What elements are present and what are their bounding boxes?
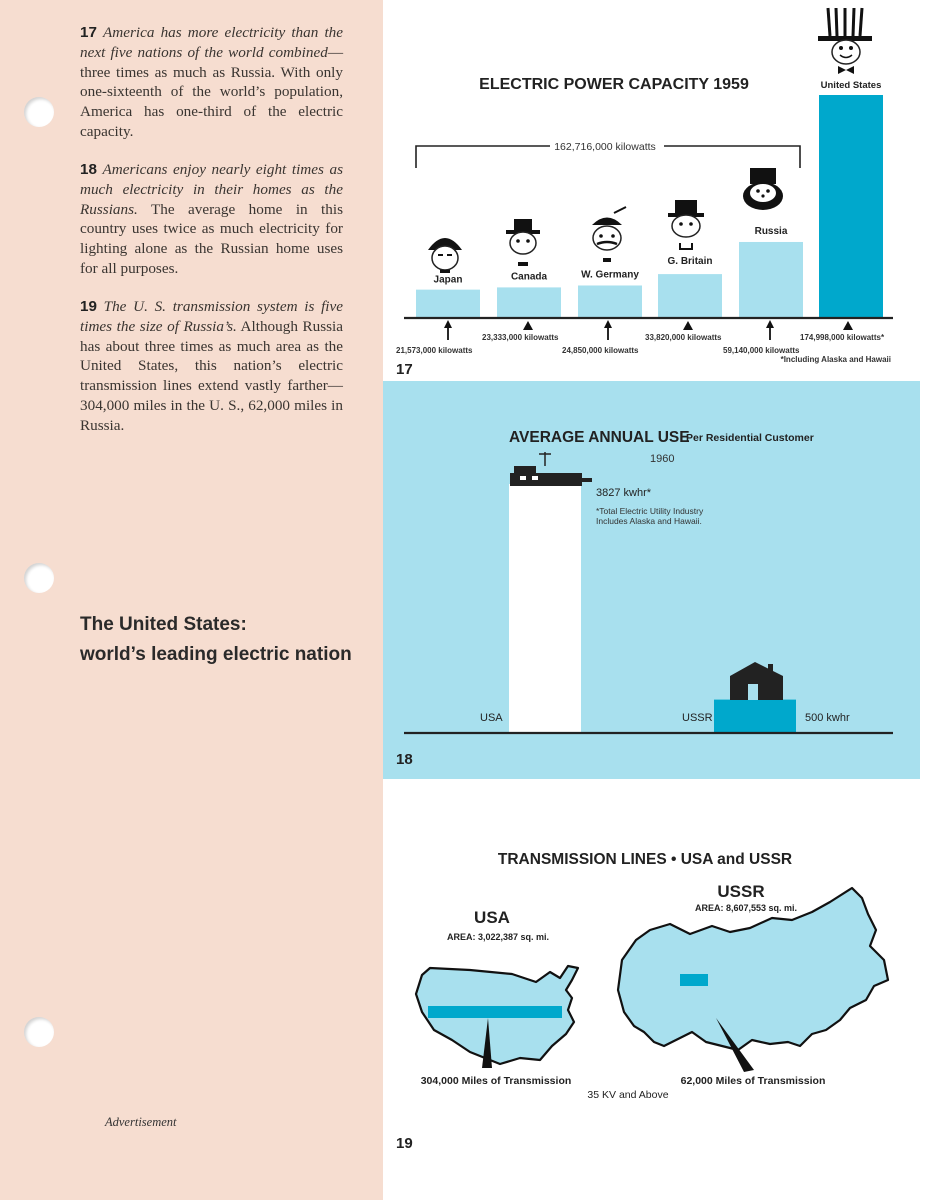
usa-miles-label: 304,000 Miles of Transmission	[420, 1075, 572, 1087]
chart-18	[396, 429, 893, 768]
ussr-map-name: USSR	[717, 882, 765, 901]
chart-18-footnote-line-1: *Total Electric Utility Industry	[596, 506, 704, 516]
chart-17	[396, 7, 893, 378]
value-marker-triangle	[683, 321, 693, 330]
headline-line-2: world’s leading electric nation	[80, 644, 352, 665]
value-label: 21,573,000 kilowatts	[396, 346, 473, 355]
value-marker-triangle	[523, 321, 533, 330]
bar-japan	[416, 290, 480, 317]
chart-18-subtitle: Per Residential Customer	[686, 432, 814, 444]
japan-face-icon	[428, 238, 462, 273]
ussr-value-label: 500 kwhr	[805, 712, 850, 724]
bar-label: Canada	[510, 271, 548, 283]
value-label: 24,850,000 kilowatts	[562, 346, 639, 355]
usa-area-label: AREA: 3,022,387 sq. mi.	[446, 932, 550, 942]
paragraph-lead: The U. S. transmission system is five times the size of Russia’s.	[80, 298, 344, 335]
ussr-bar-label: USSR	[682, 712, 713, 724]
bar-usa	[509, 484, 581, 732]
ussr-miles-label: 62,000 Miles of Transmission	[680, 1075, 826, 1087]
value-marker-arrowhead	[766, 320, 774, 328]
bracket-label: 162,716,000 kilowatts	[554, 141, 656, 153]
russia-face-icon	[743, 168, 783, 210]
w-germany-face-icon	[592, 207, 626, 262]
usa-map-name: USA	[474, 908, 510, 927]
value-label: 174,998,000 kilowatts*	[800, 333, 885, 342]
paragraph-lead: America has more electricity than the next five nations of the world combined	[80, 24, 344, 61]
ussr-transmission-bar	[680, 974, 708, 986]
usa-bar-label: USA	[480, 712, 503, 724]
paragraph-number: 17	[80, 24, 97, 41]
building-top-icon	[510, 452, 592, 486]
chart-17-bars	[416, 80, 883, 317]
chart-18-year: 1960	[650, 453, 675, 465]
value-label: 33,820,000 kilowatts	[645, 333, 722, 342]
figure-number-17: 17	[396, 361, 413, 378]
chart-17-value-labels	[396, 320, 885, 355]
value-label: 59,140,000 kilowatts	[723, 346, 800, 355]
bar-w-germany	[578, 285, 642, 317]
bar-ussr	[714, 700, 796, 732]
bar-g-britain	[658, 274, 722, 317]
chart-19	[396, 851, 888, 1152]
paragraph-body: —three times as much as Russia. With only one-sixteenth of the world’s population, America has one-third of the electric capacity.	[80, 43, 343, 140]
canada-face-icon	[506, 219, 540, 266]
bar-label: G. Britain	[667, 256, 713, 268]
g-britain-face-icon	[668, 200, 704, 249]
value-marker-arrowhead	[444, 320, 452, 328]
value-marker-triangle	[843, 321, 853, 330]
figure-number-18: 18	[396, 751, 413, 768]
chart-18-footnote-line-2: Includes Alaska and Hawaii.	[596, 516, 702, 526]
chart-18-title: AVERAGE ANNUAL USE	[509, 429, 690, 446]
paragraph-number: 19	[80, 298, 97, 315]
bar-label: United States	[820, 80, 882, 91]
united-states-face-icon	[818, 7, 872, 74]
ussr-area-label: AREA: 8,607,553 sq. mi.	[694, 903, 798, 913]
figure-number-19: 19	[396, 1135, 413, 1152]
chart-17-footnote: *Including Alaska and Hawaii	[780, 355, 891, 364]
paragraph-body: Although Russia has about three times as much area as the United States, this nation’s electric transmission lines extend vastly farther—304,000 miles in the U. S., 62,000 miles in Russia.	[80, 317, 343, 434]
usa-transmission-bar	[428, 1006, 562, 1018]
usa-value-label: 3827 kwhr*	[596, 487, 652, 499]
value-label: 23,333,000 kilowatts	[482, 333, 559, 342]
headline-line-1: The United States:	[80, 614, 247, 635]
bar-label: Japan	[433, 274, 463, 286]
paragraph-number: 18	[80, 161, 97, 178]
value-marker-arrowhead	[604, 320, 612, 328]
chart-19-title: TRANSMISSION LINES • USA and USSR	[497, 851, 793, 868]
paragraph-body: The average home in this country uses twice as much electricity for lighting alone as the Russian home uses for all purposes.	[80, 200, 343, 277]
bar-canada	[497, 287, 561, 317]
bar-united-states	[819, 95, 883, 317]
voltage-note: 35 KV and Above	[587, 1089, 669, 1101]
chart-17-title: ELECTRIC POWER CAPACITY 1959	[479, 76, 749, 93]
house-icon	[730, 662, 783, 700]
bar-label: W. Germany	[581, 269, 639, 281]
bar-russia	[739, 242, 803, 317]
paragraph-lead: Americans enjoy nearly eight times as much electricity in their homes as the Russians.	[80, 161, 344, 218]
bar-label: Russia	[754, 225, 788, 237]
advertisement-label: Advertisement	[105, 1115, 177, 1129]
